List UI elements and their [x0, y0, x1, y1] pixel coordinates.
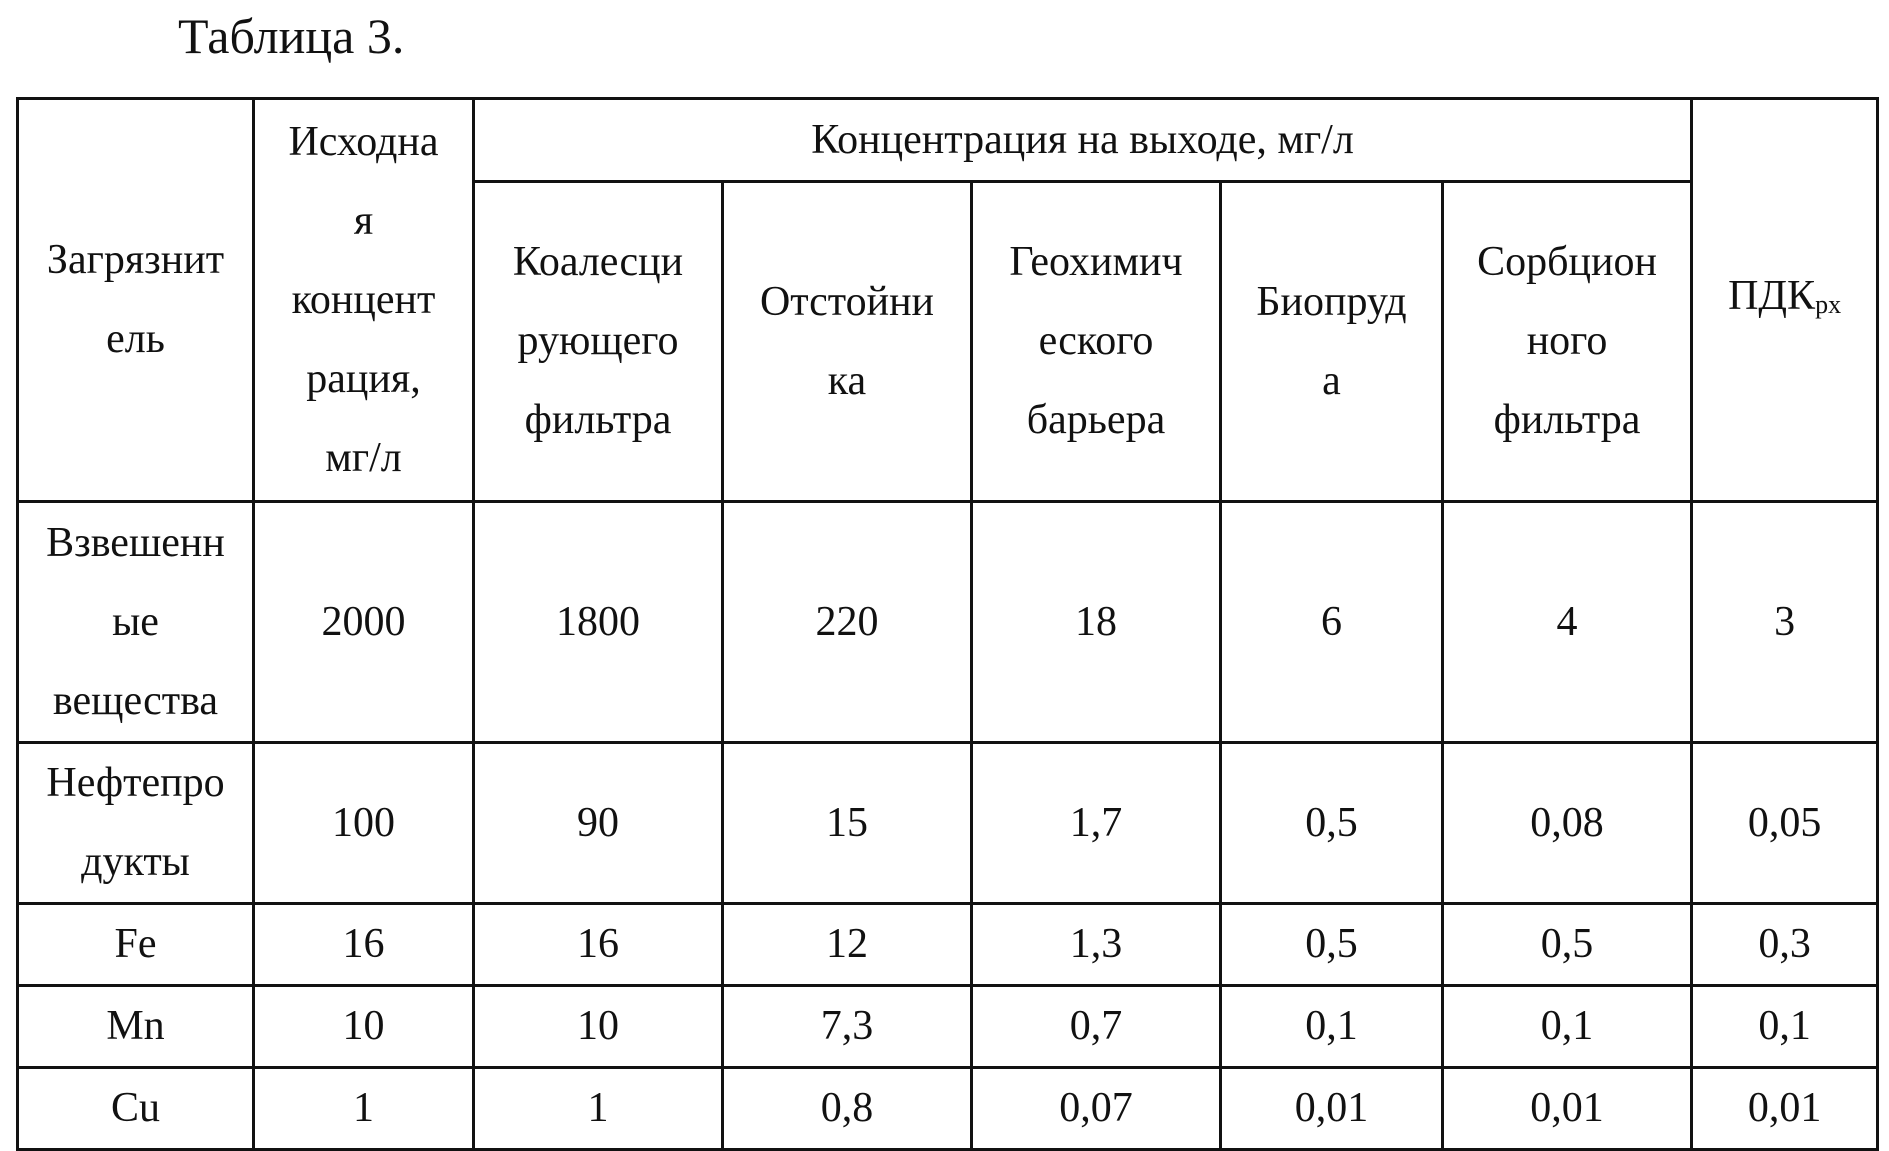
row-value-cell: 100 [254, 743, 474, 904]
row-value-cell: 18 [972, 502, 1221, 743]
header-pollutant-line: Загрязнит [46, 237, 225, 283]
table-row [18, 986, 1878, 1068]
row-value-cell: 0,5 [1221, 904, 1443, 986]
row-value-cell: 1 [254, 1068, 474, 1150]
header-stage-line: Геохимич [1009, 239, 1183, 285]
header-stage-line: фильтра [1493, 397, 1641, 443]
header-stage-line: еского [1038, 318, 1154, 364]
row-pollutant-name [18, 904, 254, 986]
row-value-cell: 0,8 [723, 1068, 972, 1150]
row-name-line: вещества [52, 677, 219, 724]
header-pollutant [18, 99, 254, 502]
row-value-cell: 4 [1443, 502, 1692, 743]
row-value-cell: 0,01 [1692, 1068, 1878, 1150]
row-value-cell: 0,07 [972, 1068, 1221, 1150]
data-table [16, 97, 1879, 1151]
row-value-cell: 1,3 [972, 904, 1221, 986]
row-value-cell: 90 [474, 743, 723, 904]
header-stage-geochemical-barrier [972, 182, 1221, 502]
header-initial-line: концент [291, 276, 436, 323]
row-name-line: Нефтепро [46, 760, 225, 806]
row-value-cell: 0,1 [1692, 986, 1878, 1068]
header-stage-line: Коалесци [512, 239, 684, 285]
header-stage-biopond [1221, 182, 1443, 502]
row-value-cell: 6 [1221, 502, 1443, 743]
header-initial-concentration [254, 99, 474, 502]
row-value-cell: 220 [723, 502, 972, 743]
header-limit-subscript: рх [1815, 289, 1842, 319]
row-value-cell: 1 [474, 1068, 723, 1150]
row-value-cell: 1800 [474, 502, 723, 743]
header-limit [1692, 99, 1878, 502]
header-stage-line: а [1322, 357, 1341, 404]
row-value-cell: 0,1 [1443, 986, 1692, 1068]
row-value-cell: 1,7 [972, 743, 1221, 904]
header-initial-line: Исходна [288, 118, 439, 165]
row-value-cell: 0,3 [1692, 904, 1878, 986]
table-caption: Таблица 3. [178, 8, 405, 64]
header-stage-line: ка [827, 357, 867, 404]
row-value-cell: 0,08 [1443, 743, 1692, 904]
header-stage-line: Биопруд [1256, 278, 1407, 325]
table-row [18, 502, 1878, 743]
table-row [18, 743, 1878, 904]
row-pollutant-name [18, 743, 254, 904]
row-value-cell: 15 [723, 743, 972, 904]
header-output-group: Концентрация на выходе, мг/л [474, 99, 1692, 182]
row-name-line: Fe [114, 921, 157, 967]
header-initial-line: я [353, 197, 374, 244]
row-pollutant-name [18, 502, 254, 743]
row-pollutant-name [18, 986, 254, 1068]
row-value-cell: 0,01 [1221, 1068, 1443, 1150]
row-value-cell: 0,7 [972, 986, 1221, 1068]
header-initial-line: мг/л [325, 434, 402, 481]
header-stage-line: Сорбцион [1477, 239, 1657, 285]
row-value-cell: 2000 [254, 502, 474, 743]
table-row [18, 904, 1878, 986]
row-value-cell: 12 [723, 904, 972, 986]
row-name-line: Mn [106, 1003, 165, 1049]
row-value-cell: 0,01 [1443, 1068, 1692, 1150]
row-value-cell: 7,3 [723, 986, 972, 1068]
row-value-cell: 0,5 [1443, 904, 1692, 986]
header-stage-line: барьера [1026, 397, 1166, 443]
header-stage-line: рующего [517, 318, 679, 364]
header-stage-coalescing-filter [474, 182, 723, 502]
row-name-line: дукты [81, 839, 190, 885]
row-name-line: ые [112, 598, 159, 645]
header-stage-settler [723, 182, 972, 502]
row-value-cell: 3 [1692, 502, 1878, 743]
header-stage-line: ного [1526, 318, 1608, 364]
header-stage-line: фильтра [524, 397, 672, 443]
row-value-cell: 10 [474, 986, 723, 1068]
row-pollutant-name [18, 1068, 254, 1150]
row-value-cell: 0,05 [1692, 743, 1878, 904]
header-initial-line: рация, [306, 355, 421, 402]
row-name-line: Cu [110, 1085, 160, 1131]
row-value-cell: 0,5 [1221, 743, 1443, 904]
row-name-line: Взвешенн [46, 519, 225, 566]
header-stage-sorption-filter [1443, 182, 1692, 502]
row-value-cell: 0,1 [1221, 986, 1443, 1068]
row-value-cell: 16 [474, 904, 723, 986]
header-stage-line: Отстойни [759, 278, 935, 325]
header-row-1 [18, 99, 1878, 182]
row-value-cell: 10 [254, 986, 474, 1068]
row-value-cell: 16 [254, 904, 474, 986]
header-limit-main: ПДК [1728, 272, 1816, 319]
header-pollutant-line: ель [106, 316, 165, 362]
table-row [18, 1068, 1878, 1150]
